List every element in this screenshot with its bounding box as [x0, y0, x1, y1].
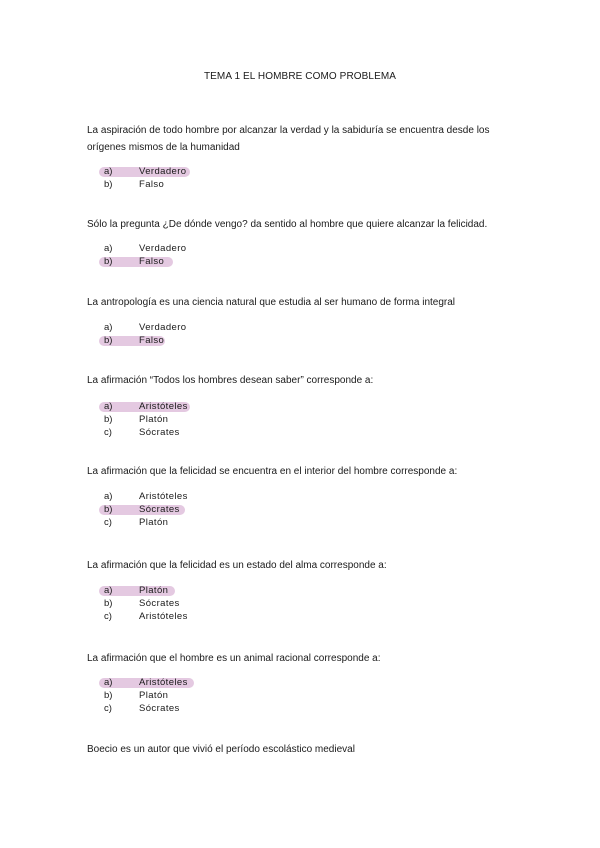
option-text: Sócrates — [139, 427, 180, 438]
question-6-text: La afirmación que la felicidad es un estado del alma corresponde a: — [87, 560, 387, 571]
option-letter: a) — [104, 166, 113, 177]
option-row — [0, 503, 600, 516]
option-text: Sócrates — [139, 504, 180, 515]
option-row — [0, 334, 600, 347]
option-letter: c) — [104, 517, 112, 528]
question-2-options — [0, 242, 600, 268]
option-letter: b) — [104, 504, 113, 515]
option-row — [0, 610, 600, 623]
option-row — [0, 413, 600, 426]
option-text: Sócrates — [139, 703, 180, 714]
question-7-text: La afirmación que el hombre es un animal racional corresponde a: — [87, 653, 381, 664]
option-row — [0, 516, 600, 529]
question-4-options — [0, 400, 600, 439]
option-text: Aristóteles — [139, 401, 188, 412]
option-text: Verdadero — [139, 322, 187, 333]
option-row — [0, 242, 600, 255]
option-row — [0, 255, 600, 268]
option-row — [0, 689, 600, 702]
option-letter: a) — [104, 322, 113, 333]
option-text: Aristóteles — [139, 611, 188, 622]
option-letter: a) — [104, 677, 113, 688]
option-letter: c) — [104, 703, 112, 714]
option-row — [0, 702, 600, 715]
option-row — [0, 584, 600, 597]
option-letter: c) — [104, 611, 112, 622]
question-1-text: La aspiración de todo hombre por alcanzar la verdad y la sabiduría se encuentra desde los orígenes mismos de la humanidad — [87, 125, 490, 153]
option-text: Falso — [139, 335, 165, 346]
option-letter: a) — [104, 401, 113, 412]
option-text: Platón — [139, 690, 169, 701]
question-3-options — [0, 321, 600, 347]
option-letter: b) — [104, 179, 113, 190]
option-row — [0, 676, 600, 689]
option-letter: c) — [104, 427, 112, 438]
option-row — [0, 597, 600, 610]
option-row — [0, 321, 600, 334]
option-text: Aristóteles — [139, 491, 188, 502]
option-row — [0, 165, 600, 178]
question-6-options — [0, 584, 600, 623]
question-5-text: La afirmación que la felicidad se encuentra en el interior del hombre corresponde a: — [87, 466, 458, 477]
option-letter: a) — [104, 585, 113, 596]
question-7-options — [0, 676, 600, 715]
option-text: Sócrates — [139, 598, 180, 609]
option-letter: b) — [104, 414, 113, 425]
option-letter: a) — [104, 491, 113, 502]
question-5-options — [0, 490, 600, 529]
option-text: Platón — [139, 517, 169, 528]
option-letter: b) — [104, 256, 113, 267]
option-row — [0, 400, 600, 413]
question-8-text: Boecio es un autor que vivió el período escolástico medieval — [87, 744, 355, 755]
option-row — [0, 490, 600, 503]
question-1-options — [0, 165, 600, 191]
option-text: Aristóteles — [139, 677, 188, 688]
option-letter: b) — [104, 598, 113, 609]
option-text: Platón — [139, 585, 169, 596]
option-text: Falso — [139, 179, 165, 190]
option-text: Verdadero — [139, 243, 187, 254]
option-text: Verdadero — [139, 166, 187, 177]
question-3-text: La antropología es una ciencia natural que estudia al ser humano de forma integral — [87, 297, 456, 308]
option-letter: b) — [104, 690, 113, 701]
document-title: TEMA 1 EL HOMBRE COMO PROBLEMA — [203, 71, 397, 82]
option-row — [0, 178, 600, 191]
option-letter: b) — [104, 335, 113, 346]
option-text: Platón — [139, 414, 169, 425]
option-letter: a) — [104, 243, 113, 254]
option-row — [0, 426, 600, 439]
question-4-text: La afirmación “Todos los hombres desean saber” corresponde a: — [87, 375, 374, 386]
question-2-text: Sólo la pregunta ¿De dónde vengo? da sentido al hombre que quiere alcanzar la felicidad. — [87, 219, 488, 230]
option-text: Falso — [139, 256, 165, 267]
